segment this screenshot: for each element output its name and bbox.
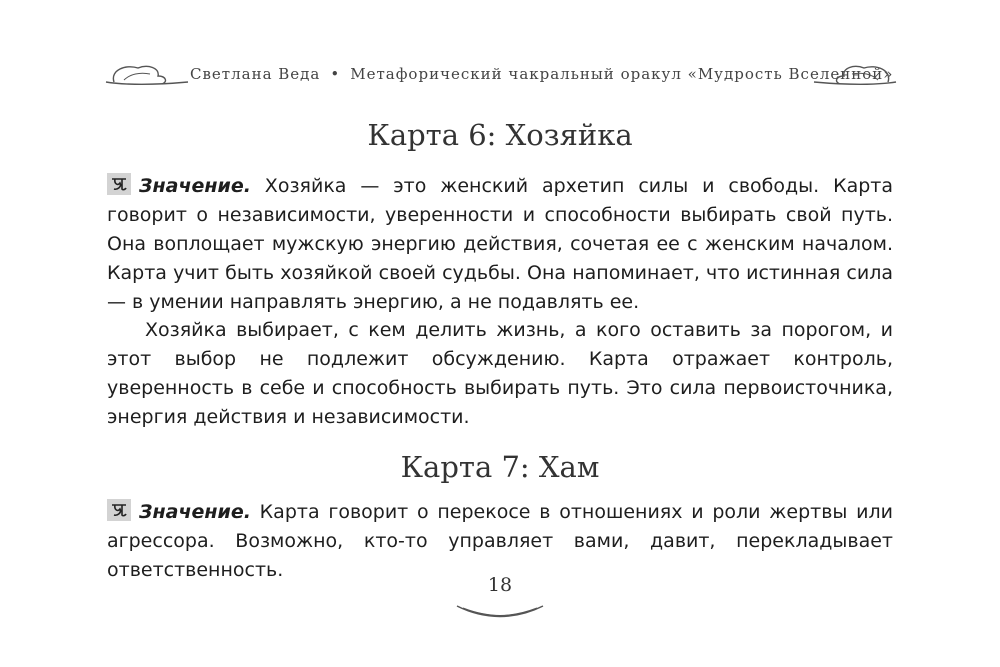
meaning-label: Значение.: [139, 501, 251, 523]
card-6-title: Карта 6: Хозяйка: [367, 118, 633, 152]
header-author: Светлана Веда: [190, 65, 321, 83]
card-7-meaning: [107, 498, 893, 585]
sanskrit-glyph-icon: [107, 173, 131, 195]
running-header: [0, 62, 1000, 92]
swoosh-ornament-icon: [455, 600, 545, 622]
header-book-title: Метафорический чакральный оракул «Мудрость Вселенной»: [350, 65, 894, 83]
sanskrit-glyph-icon: [107, 499, 131, 521]
card-7-title: Карта 7: Хам: [400, 450, 600, 484]
meaning-text: Хозяйка — это женский архетип силы и свободы. Карта говорит о независимости, уверенности и способности выбирать свой путь. Она воплощает мужскую энергию действия, сочетая ее с женским началом. Карта учит быть хозяйкой своей судьбы. Она напоминает, что истинная сила — в умении направлять энергию, а не подавлять ее.: [107, 175, 893, 313]
card-6-description: Хозяйка выбирает, с кем делить жизнь, а кого оставить за порогом, и этот выбор не подлежит обсуждению. Карта отражает контроль, уверенность в себе и способность выбирать путь. Это сила первоисточника, энергия действия и независимости.: [107, 319, 893, 428]
page-number: 18: [487, 574, 513, 596]
card-6-meaning: [107, 172, 893, 317]
header-text: [190, 65, 894, 83]
meaning-label: Значение.: [139, 175, 251, 197]
leaf-ornament-icon: [104, 62, 190, 92]
header-separator: •: [330, 65, 341, 83]
leaf-ornament-icon: [812, 62, 898, 92]
meaning-text: Карта говорит о перекосе в отношениях и роли жертвы или агрессора. Возможно, кто-то управляет вами, давит, перекладывает ответственность.: [107, 501, 893, 581]
